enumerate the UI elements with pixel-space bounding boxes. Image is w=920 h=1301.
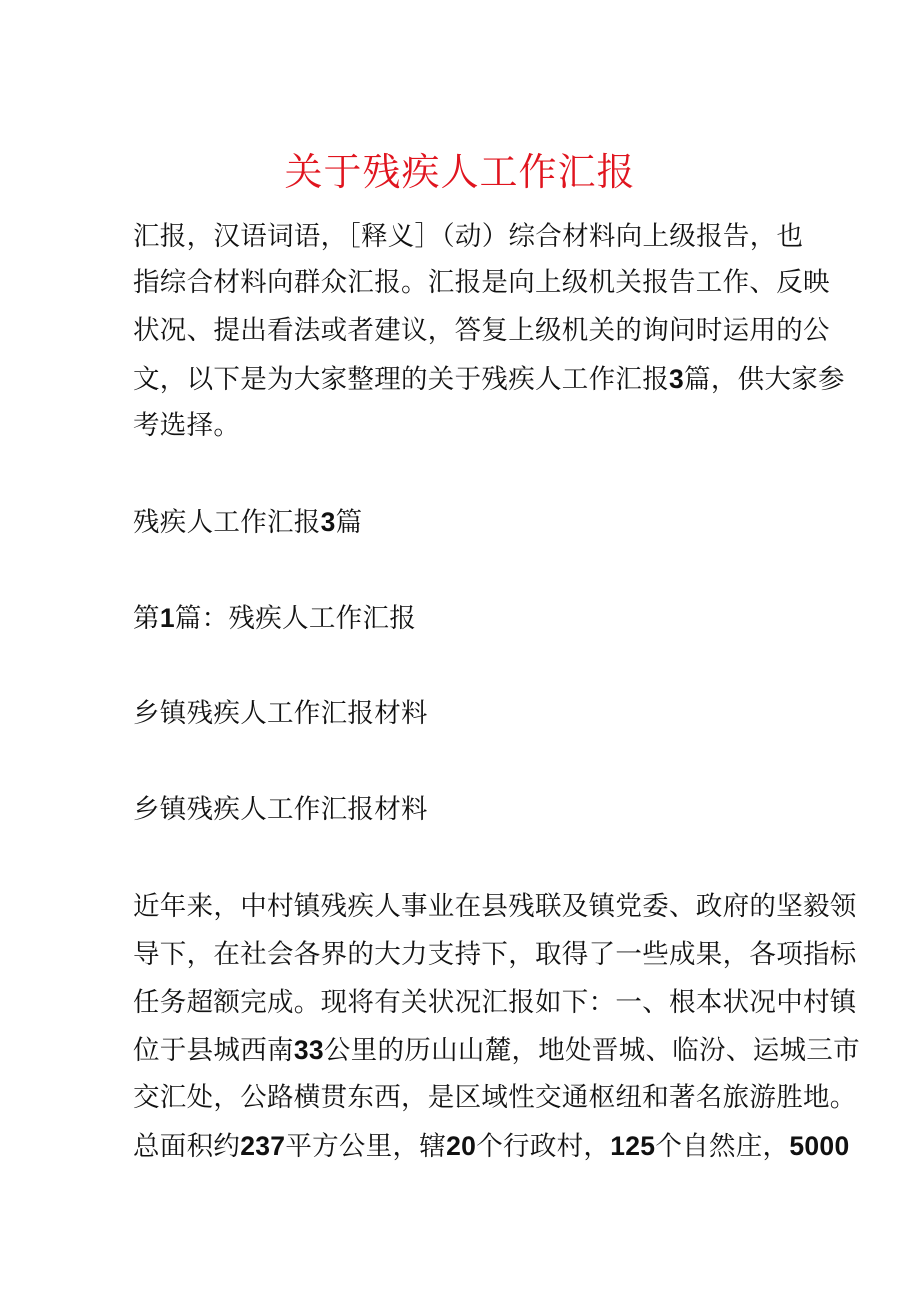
body-line: 位于县城西南33公里的历山山麓，地处晋城、临汾、运城三市 (133, 1035, 860, 1066)
body-line: 导下，在社会各界的大力支持下，取得了一些成果，各项指标 (133, 939, 857, 970)
body-line: 近年来，中村镇残疾人事业在县残联及镇党委、政府的坚毅领 (133, 891, 857, 922)
section-heading: 乡镇残疾人工作汇报材料 (133, 794, 428, 825)
intro-line: 指综合材料向群众汇报。汇报是向上级机关报告工作、反映 (133, 267, 830, 298)
section-heading: 乡镇残疾人工作汇报材料 (133, 698, 428, 729)
intro-line: 汇报，汉语词语，［释义］（动）综合材料向上级报告，也 (133, 221, 804, 252)
document-title: 关于残疾人工作汇报 (284, 150, 636, 194)
intro-line: 状况、提出看法或者建议，答复上级机关的询问时运用的公 (133, 315, 830, 346)
body-line: 任务超额完成。现将有关状况汇报如下：一、根本状况中村镇 (133, 987, 857, 1018)
section-heading: 第1篇：残疾人工作汇报 (133, 603, 417, 634)
intro-line: 文，以下是为大家整理的关于残疾人工作汇报3篇，供大家参 (133, 364, 845, 395)
intro-line: 考选择。 (133, 410, 241, 441)
body-line: 交汇处，公路横贯东西，是区域性交通枢纽和著名旅游胜地。 (133, 1082, 857, 1113)
section-heading: 残疾人工作汇报3篇 (133, 507, 363, 538)
body-line: 总面积约237平方公里，辖20个行政村，125个自然庄，5000 (133, 1131, 850, 1162)
